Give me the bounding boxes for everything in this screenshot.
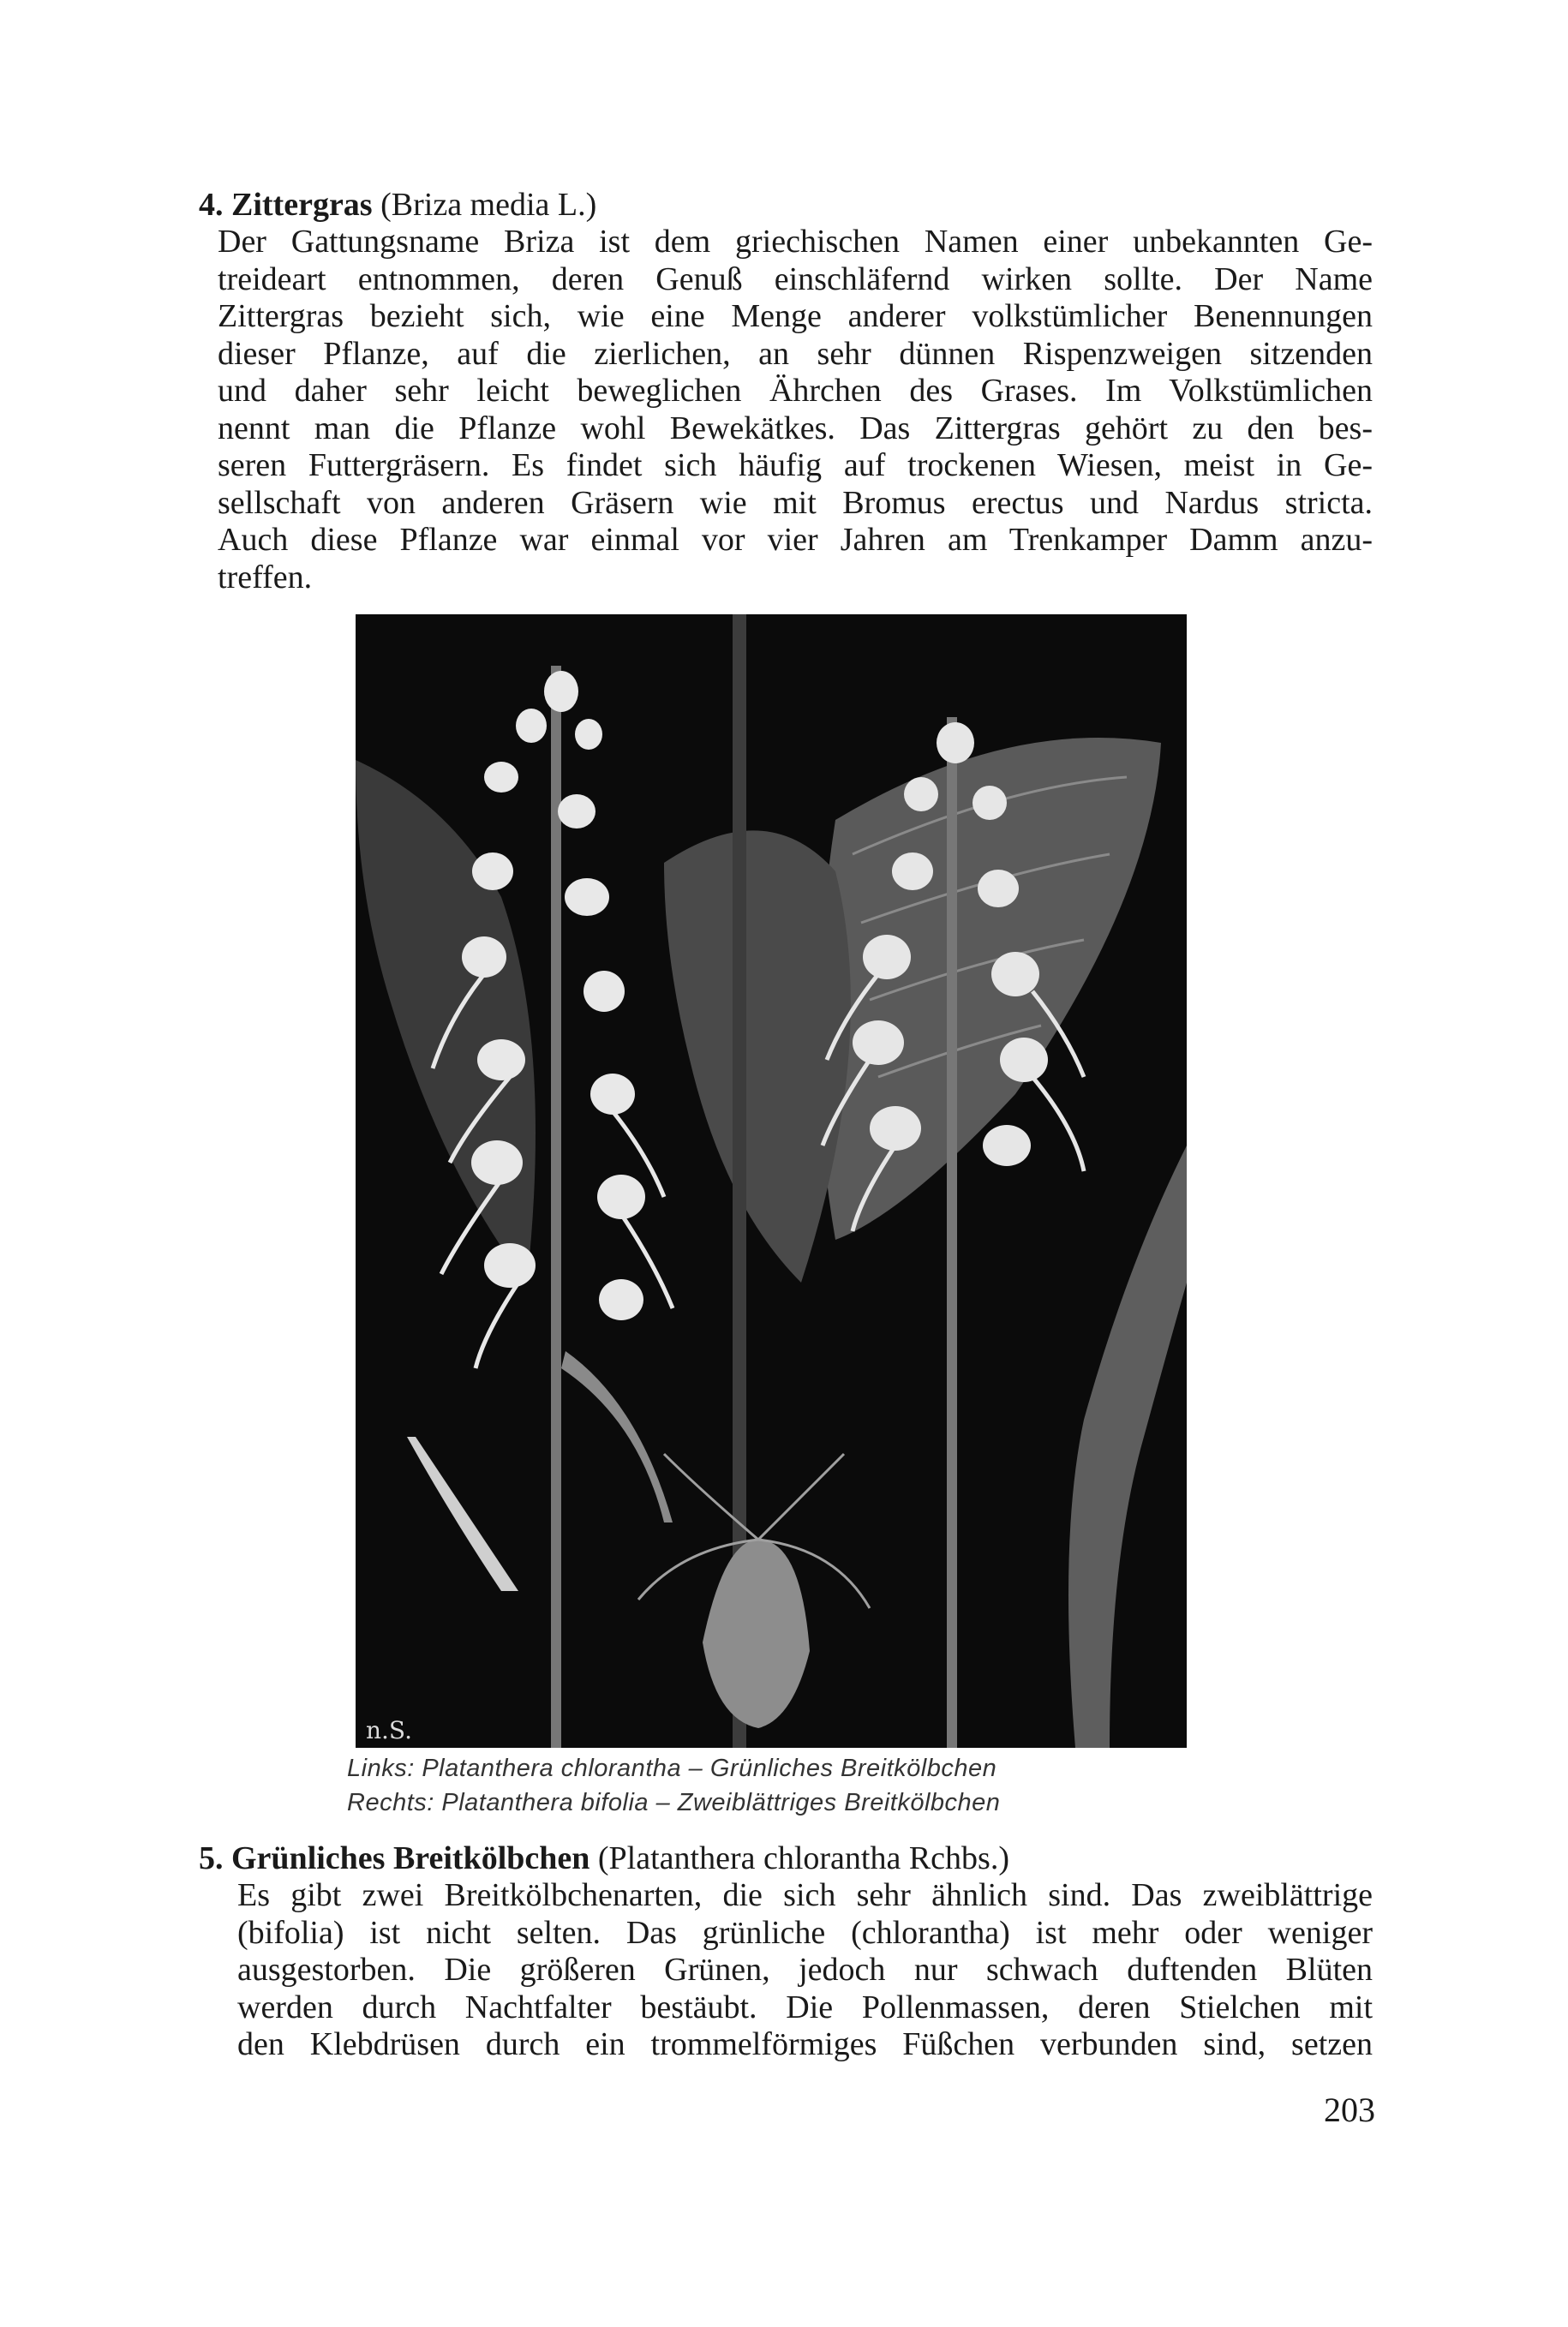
section-number: 4. <box>199 187 224 223</box>
text-line: Zittergras bezieht sich, wie eine Menge anderer volkstümlicher Benennungen <box>218 298 1373 334</box>
orchid-illustration <box>356 614 1187 1748</box>
text-line: (bifolia) ist nicht selten. Das grünliche (chlorantha) ist mehr oder weniger <box>237 1914 1373 1951</box>
artist-signature: n.S. <box>366 1716 413 1744</box>
section-term: Grünliches Breitkölbchen <box>231 1840 590 1876</box>
text-line: ausgestorben. Die größeren Grünen, jedoch nur schwach duftenden Blüten <box>237 1952 1373 1988</box>
caption-line-right: Rechts: Platanthera bifolia – Zweiblättriges Breitkölbchen <box>347 1789 1001 1816</box>
caption-line-left: Links: Platanthera chlorantha – Grünliches Breitkölbchen <box>347 1755 997 1782</box>
text-line: nennt man die Pflanze wohl Bewekätkes. Das Zittergras gehört zu den bes- <box>218 410 1373 446</box>
text-line: treideart entnommen, deren Genuß einschläfernd wirken sollte. Der Name <box>218 260 1373 297</box>
text-line: Der Gattungsname Briza ist dem griechischen Namen einer unbekannten Ge- <box>218 224 1373 260</box>
section-heading <box>199 1840 1373 1877</box>
section-zittergras <box>199 187 1373 596</box>
text-line: Auch diese Pflanze war einmal vor vier Jahren am Trenkamper Damm anzu- <box>218 522 1373 558</box>
text-line: werden durch Nachtfalter bestäubt. Die Pollenmassen, deren Stielchen mit <box>237 1989 1373 2025</box>
text-line: treffen. <box>218 559 313 595</box>
text-line: und daher sehr leicht beweglichen Ährchen des Grases. Im Volkstümlichen <box>218 373 1373 409</box>
text-line: Es gibt zwei Breitkölbchenarten, die sich sehr ähnlich sind. Das zweiblättrige <box>237 1877 1373 1913</box>
section-number: 5. <box>199 1840 224 1876</box>
section-latin-name: (Briza media L.) <box>380 187 597 223</box>
section-heading <box>199 187 1373 224</box>
text-line: seren Futtergräsern. Es findet sich häufig auf trockenen Wiesen, meist in Ge- <box>218 447 1373 483</box>
section-paragraph <box>199 1877 1373 2064</box>
text-line: dieser Pflanze, auf die zierlichen, an sehr dünnen Rispenzweigen sitzenden <box>218 335 1373 372</box>
text-line: sellschaft von anderen Gräsern wie mit Bromus erectus und Nardus stricta. <box>218 484 1373 521</box>
section-latin-name: (Platanthera chlorantha Rchbs.) <box>597 1840 1009 1876</box>
orchid-drawing <box>356 614 1187 1748</box>
illustration-caption <box>347 1751 1204 1820</box>
section-paragraph <box>199 224 1373 596</box>
section-term: Zittergras <box>231 187 373 223</box>
section-gruenliches-breitkoelbchen <box>199 1840 1373 2064</box>
page-number: 203 <box>1324 2091 1375 2129</box>
text-line: den Klebdrüsen durch ein trommelförmiges Füßchen verbunden sind, setzen <box>237 2026 1373 2062</box>
